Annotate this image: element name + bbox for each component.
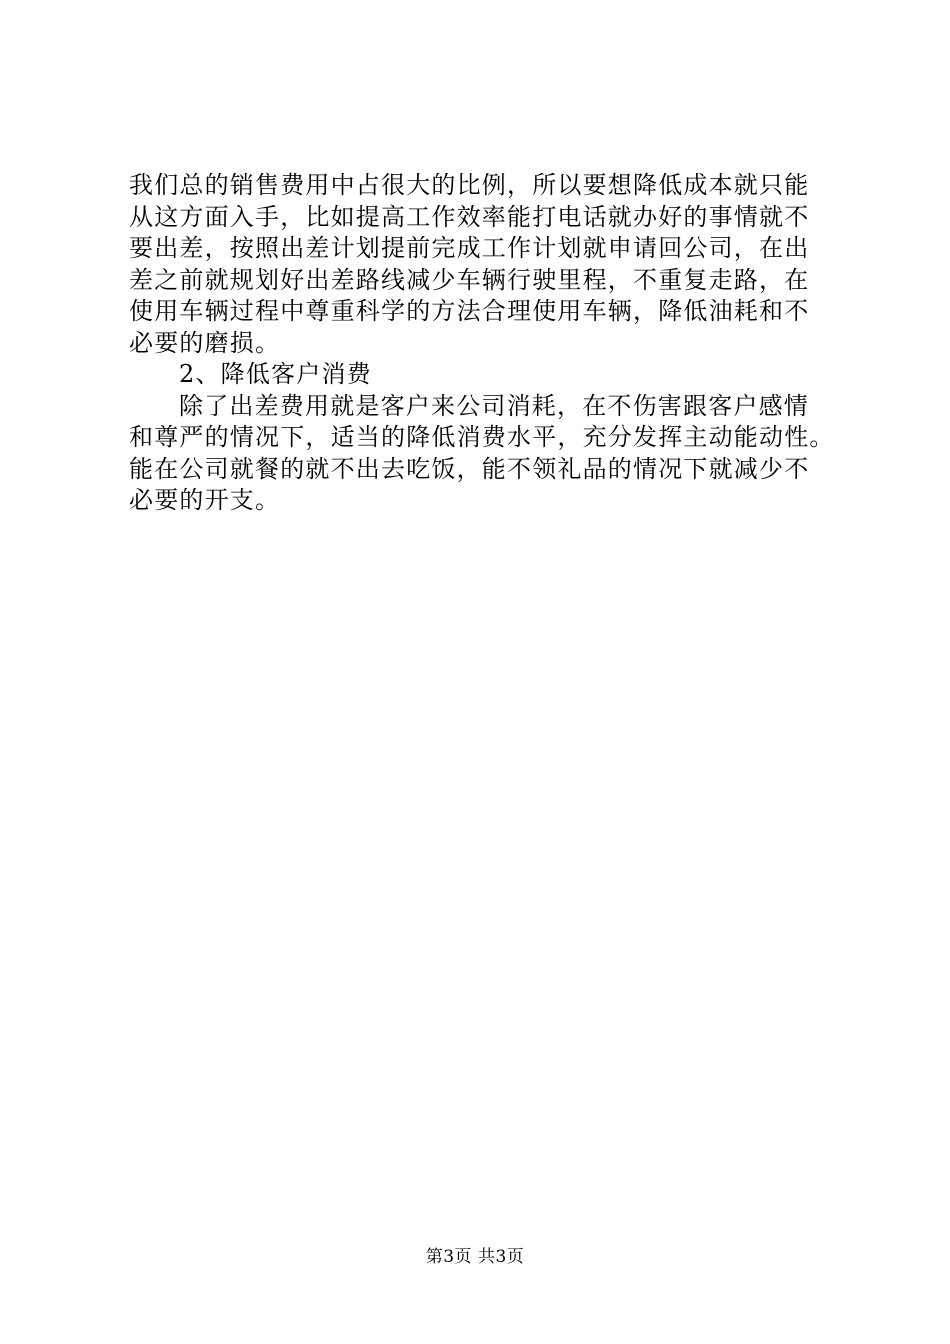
- paragraph-line: 能在公司就餐的就不出去吃饭，能不领礼品的情况下就减少不: [129, 454, 810, 483]
- paragraph-line: 差之前就规划好出差路线减少车辆行驶里程，不重复走路，在: [129, 265, 810, 294]
- paragraph-line: 必要的开支。: [129, 486, 281, 514]
- page-footer: [0, 1242, 950, 1267]
- page-number: 第3页 共3页: [425, 1247, 525, 1267]
- section-heading: 2、降低客户消费: [179, 360, 372, 388]
- paragraph-line: 除了出差费用就是客户来公司消耗，在不伤害跟客户感情: [179, 391, 809, 420]
- document-body: [129, 170, 835, 517]
- paragraph-line: 使用车辆过程中尊重科学的方法合理使用车辆，降低油耗和不: [129, 297, 810, 325]
- paragraph-line: 我们总的销售费用中占很大的比例，所以要想降低成本就只能: [129, 171, 810, 199]
- paragraph-line: 从这方面入手，比如提高工作效率能打电话就办好的事情就不: [129, 202, 810, 231]
- paragraph-line: 和尊严的情况下，适当的降低消费水平，充分发挥主动能动性。: [129, 423, 835, 451]
- paragraph-line: 必要的磨损。: [129, 328, 281, 357]
- paragraph-line: 要出差，按照出差计划提前完成工作计划就申请回公司，在出: [129, 234, 810, 262]
